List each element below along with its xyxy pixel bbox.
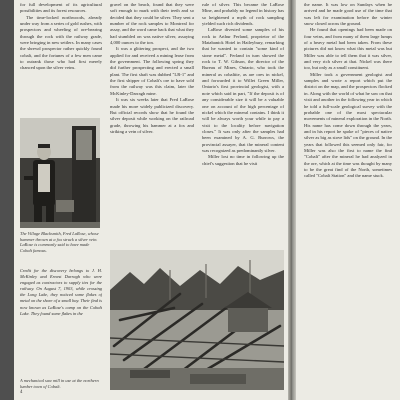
paragraph: Miller lost no time in following up the chief's suggestion that he visit	[202, 154, 284, 166]
right-page	[296, 0, 400, 400]
paragraph: It was six weeks later that Fred LaRose made his more widely publicized discovery. But official records show that he found the silver deposit while working on the railroad grade, throwing his hammer at a fox and striking a vein of silver.	[110, 97, 194, 134]
paragraph: It was a glittering prospect, and the two applied for and received a mining lease from the government. The following spring they did further prospecting and erected a small plant. The first shaft was dubbed "LR-1" and the first shipper of Cobalt's ore to have sold from the railway was this claim, later the McKinley-Darragh mine.	[110, 46, 194, 96]
paragraph: Miller took a government geologist and samples and wrote a report which put the district on the map, and the prospectors flocked in. Along with the world of what he saw on that visit and another in the following year in which he told a full-scale geological survey with the probable one of the most spectacular movements of mineral exploration in the North. His name has come down through the years, and in his report he spoke of "pieces of native silver as big as stove lids" on the ground. In the years that followed this seemed only fair, for Miller was also the first to name the find "Cobalt" after the mineral he had analyzed in the ore, which at the time was thought by many to be the great find of the North, sometimes called "Cobalt Station" and the name stuck.	[304, 71, 392, 179]
page-number: 4	[20, 390, 23, 395]
paragraph: Credit for the discovery belongs to J. H. McKinley and Ernest Darragh who were engaged as contractors to supply ties for the railway. On August 7, 1903, while crossing the Long Lake, they noticed some flakes of metal on the shore of a small bay. Their find is now known as LaRose's camp on the Cobalt Lake. They found some flakes in the	[20, 268, 102, 316]
blacksmith-photo	[20, 118, 100, 228]
left-column-2	[110, 2, 194, 242]
left-page	[14, 0, 288, 400]
blacksmith-photo-caption: The Village Blacksmith, Fred LaRose, whose hammer thrown at a fox struck a silver vein. LaRose is commonly said to have made Cobalt famous.	[20, 231, 99, 253]
paragraph: the name. It was low on Sundays when he arrived and he made good use of the time that was left for examination before the winter snow closed across the ground.	[304, 2, 392, 27]
discovery-credit-text	[20, 268, 102, 368]
right-column	[304, 2, 392, 396]
paragraph: LaRose divested some samples of his rock to Arthur Ferland, proprietor of the Matabanick Hotel in Haileybury, remarking that he wanted to contain "some kind of stone metal". Ferland in turn showed the rock to T. W. Gibson, the director of the Bureau of Mines, Ontario, who took the mineral as cobaltite, as are ores in nickel, and forwarded it to Willet Green Miller, Ontario's first provincial geologist, with a note which said in part, "If the deposit is of any considerable size it will be a valuable one on account of the high percentage of nickel which the mineral contains. I think it will be always worth your while to pay a visit to the locality before navigation closes." It was only after the samples had been examined by A. G. Burrows, the provincial assayer, that the mineral content was recognized as predominantly silver.	[202, 27, 284, 153]
paragraph: gravel on the beach, found that they were soft enough to mark with their teeth and so decided that they could be silver. They sent a number of the rock samples to Montreal for assay, and the word came back that what they had stumbled on was native silver, assaying 4,000 ounces to the ton.	[110, 2, 194, 46]
left-column-1	[20, 2, 102, 112]
paragraph: for full development of its agricultural possibilities and its forest resources.	[20, 2, 102, 14]
paragraph: rule of silver. This became the LaRose Mine, and probably no legend in history has so heightened a myth of rock sampling yielded such rich dividends.	[202, 2, 284, 27]
book-gutter	[288, 0, 296, 400]
sawmill-caption: A mechanical saw mill in use at the northern lumber town of Cobalt.	[20, 378, 99, 389]
left-column-3	[202, 2, 284, 242]
paragraph: He found that openings had been made on four veins, and from many of them large lumps of a heavy metal had been taken. From these pictures did not know what this metal was but Miller was able to tell them that it was silver, and very rich silver at that. Nickel was there too, but only as a small constituent.	[304, 27, 392, 71]
paragraph: The time-locked northwoods, already under way from a series of gold rushes, with prospectors and wheeling of ore-bearing through the rock with the railway grade, were bringing in new settlers. In many cases the shrewd prospector rather quickly found cobalt, and the fortunes of a few men came to outrank those who had first merely chanced upon the silver veins.	[20, 14, 102, 71]
sawmill-photo	[110, 250, 284, 390]
